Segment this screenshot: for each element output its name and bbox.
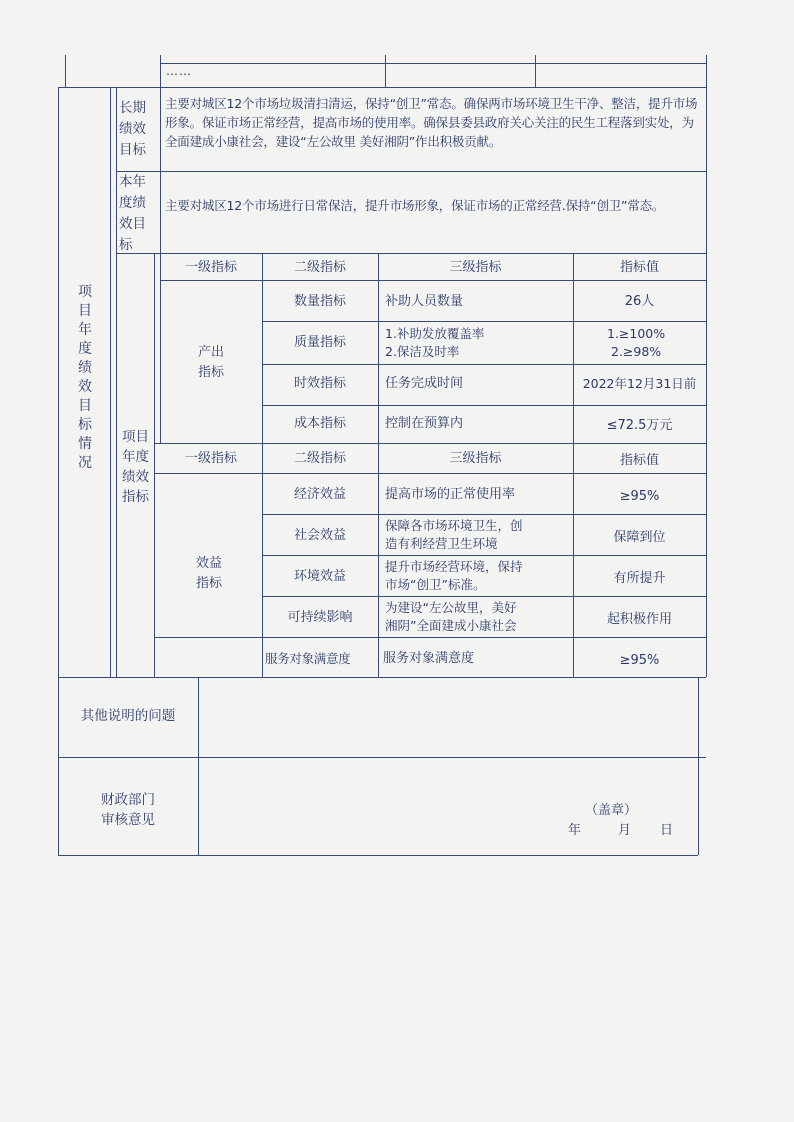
- line-v-bottom-label: [198, 677, 199, 855]
- output-row-1-level3: 补助人员数量: [385, 294, 464, 309]
- output-row-2-level3-a: 1.补助发放覆盖率: [385, 326, 485, 341]
- output-row-2-level3-b: 2.保洁及时率: [385, 344, 460, 359]
- line-h-section-top: [58, 87, 706, 88]
- line-h-header2-bottom: [154, 473, 706, 474]
- benefit-row-1-level3: 提高市场的正常使用率: [385, 487, 516, 502]
- line-v-top-2: [385, 55, 386, 87]
- header2-level2: 二级指标: [293, 451, 346, 466]
- output-row-2-value-a: 1.≥100%: [607, 326, 666, 341]
- benefit-row-1-value: ≥95%: [619, 489, 660, 504]
- benefit-row-4-value: 起积极作用: [606, 612, 672, 627]
- output-row-3-value: 2022年12月31日前: [582, 376, 697, 391]
- line-h-annual-bottom: [116, 253, 706, 254]
- longterm-label: 长期绩效目标: [119, 100, 146, 158]
- output-row-4-level3: 控制在预算内: [385, 416, 464, 431]
- longterm-text: 主要对城区12个市场垃圾清扫清运，保持“创卫”常态。确保两市场环境卫生干净、整洁，提升市场形象。保证市场正常经营，提高市场的使用率。确保县委县政府关心关注的民生工程落到实处，为全面建成小康社会，建设“左公故里 美好湘阴”作出积极贡献。: [165, 96, 698, 149]
- line-h-section-bottom: [58, 677, 706, 678]
- line-h-header2-top: [154, 443, 706, 444]
- line-v-left-top: [65, 55, 66, 87]
- line-v-indicators: [154, 253, 155, 677]
- benefit-row-3-level3-a: 提升市场经营环境，保持: [385, 559, 523, 574]
- top-row-ellipsis: ……: [166, 64, 192, 78]
- annual-text: 主要对城区12个市场进行日常保洁，提升市场形象，保证市场的正常经营.保持“创卫”常态。: [165, 198, 665, 213]
- header-level1: 一级指标: [184, 260, 237, 275]
- line-h-top: [160, 63, 706, 64]
- satisfaction-level3: 服务对象满意度: [383, 651, 475, 666]
- satisfaction-value: ≥95%: [619, 653, 660, 668]
- output-row-4-level2: 成本指标: [293, 416, 346, 431]
- output-row-2-level2: 质量指标: [293, 335, 346, 350]
- finance-seal: （盖章）: [585, 803, 638, 818]
- line-v-left: [58, 87, 59, 855]
- benefit-row-2-level3-b: 造有利经营卫生环境: [385, 536, 498, 551]
- line-h-other-bottom: [58, 757, 706, 758]
- line-h-out2: [262, 364, 706, 365]
- line-v-right-bottom: [698, 677, 699, 855]
- benefit-row-4-level3-a: 为建设“左公故里，美好: [385, 600, 517, 615]
- line-h-finance-bottom: [58, 855, 698, 856]
- header2-level3: 三级指标: [449, 451, 502, 466]
- benefit-row-4-level2: 可持续影响: [287, 610, 353, 625]
- line-h-ben1: [262, 514, 706, 515]
- line-v-top-1: [160, 55, 161, 87]
- line-v-output-level1: [160, 253, 161, 443]
- output-row-2-value-b: 2.≥98%: [611, 344, 662, 359]
- benefit-row-3-level3-b: 市场“创卫”标准。: [385, 577, 486, 592]
- line-h-ben3: [262, 596, 706, 597]
- benefit-row-3-level2: 环境效益: [293, 569, 346, 584]
- output-row-3-level3: 任务完成时间: [385, 376, 464, 391]
- line-v-top-3: [535, 55, 536, 87]
- benefit-label: 效益指标: [195, 556, 222, 591]
- other-notes-label: 其他说明的问题: [80, 708, 176, 724]
- header-level3: 三级指标: [449, 260, 502, 275]
- output-label: 产出指标: [197, 345, 224, 380]
- line-h-longterm-bottom: [116, 171, 706, 172]
- line-h-header1-bottom: [160, 280, 706, 281]
- line-h-out1: [262, 321, 706, 322]
- header-level2: 二级指标: [293, 260, 346, 275]
- satisfaction-level1: 服务对象满意度: [265, 651, 351, 666]
- header-value: 指标值: [619, 260, 659, 275]
- line-v-right: [706, 55, 707, 677]
- finance-label-a: 财政部门: [101, 792, 155, 808]
- benefit-row-1-level2: 经济效益: [293, 487, 346, 502]
- output-row-4-value: ≤72.5万元: [606, 418, 673, 433]
- header2-level1: 一级指标: [184, 451, 237, 466]
- output-row-1-level2: 数量指标: [293, 294, 346, 309]
- indicators-label: 项目年度绩效指标: [122, 429, 149, 505]
- line-v-goal-text: [160, 87, 161, 253]
- benefit-row-2-value: 保障到位: [613, 530, 666, 545]
- finance-year: 年: [568, 823, 582, 838]
- finance-month: 月: [618, 823, 632, 838]
- annual-label: 本年度绩效目标: [119, 174, 146, 253]
- line-v-section-col: [110, 87, 111, 677]
- line-h-ben2: [262, 555, 706, 556]
- line-h-out3: [262, 405, 706, 406]
- output-row-3-level2: 时效指标: [293, 376, 346, 391]
- finance-day: 日: [660, 823, 674, 838]
- output-row-1-value: 26人: [624, 294, 655, 309]
- benefit-row-2-level3-a: 保障各市场环境卫生，创: [385, 518, 523, 533]
- benefit-row-2-level2: 社会效益: [293, 528, 346, 543]
- line-h-ben4: [154, 637, 706, 638]
- section-label: 项目年度绩效目标情况: [78, 284, 92, 471]
- finance-label-b: 审核意见: [101, 812, 155, 828]
- line-v-label-col: [116, 87, 117, 677]
- benefit-row-4-level3-b: 湘阴”全面建成小康社会: [385, 618, 517, 633]
- header2-value: 指标值: [619, 453, 659, 468]
- benefit-row-3-value: 有所提升: [613, 571, 666, 586]
